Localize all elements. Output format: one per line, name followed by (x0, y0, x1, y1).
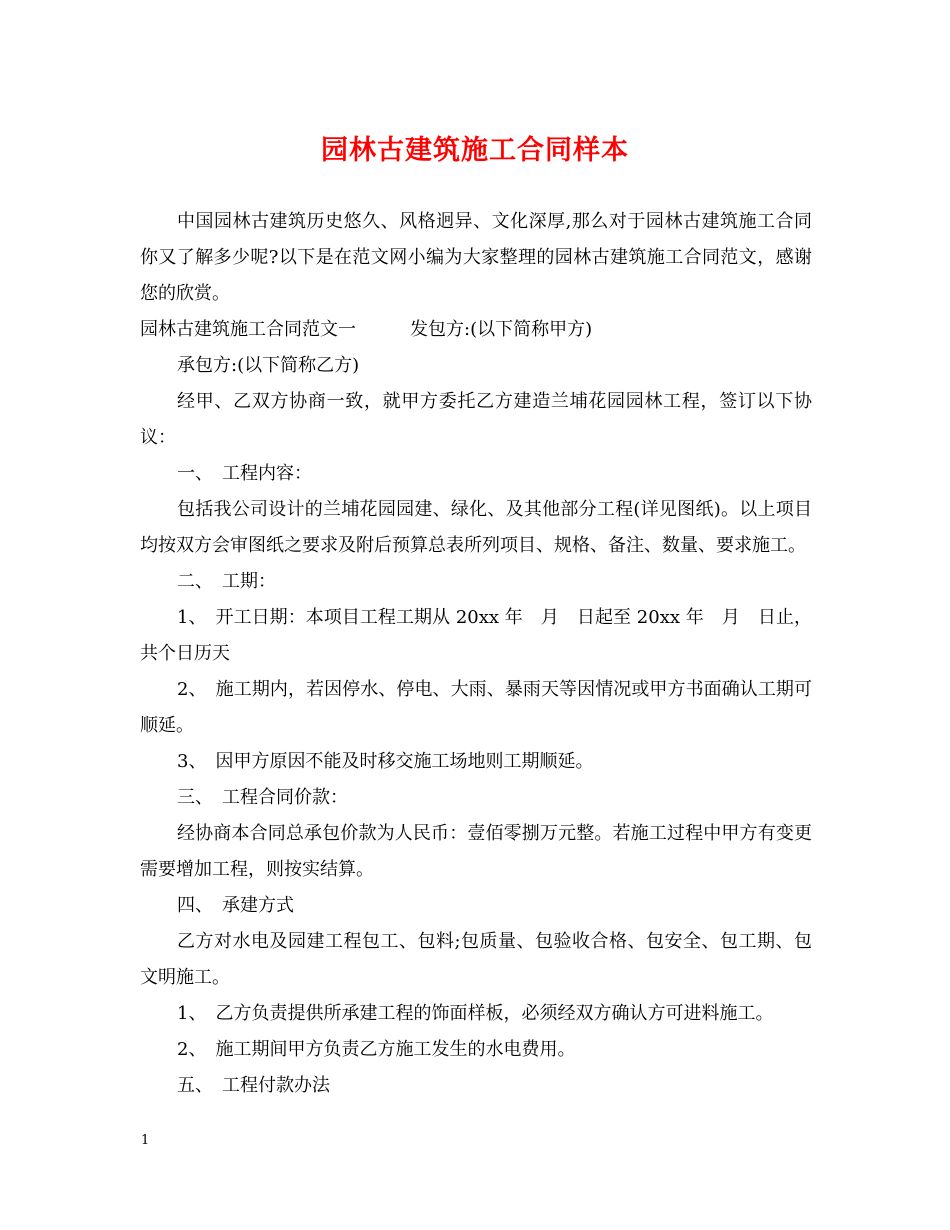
section-heading-5: 五、 工程付款办法 (177, 1075, 330, 1096)
section-2-item-1: 1、 开工日期：本项目工程工期从 20xx 年 月 日起至 20xx 年 月 日止，共个日历天 (140, 607, 812, 664)
document-title: 园林古建筑施工合同样本 (321, 135, 629, 166)
document-body (140, 204, 812, 1104)
intro-paragraph: 中国园林古建筑历史悠久、风格迥异、文化深厚,那么对于园林古建筑施工合同你又了解多少呢?以下是在范文网小编为大家整理的园林古建筑施工合同范文，感谢您的欣赏。 (140, 211, 812, 304)
section-heading-2: 二、 工期： (177, 571, 276, 592)
section-heading-4: 四、 承建方式 (177, 895, 294, 916)
section-3-paragraph: 经协商本合同总承包价款为人民币：壹佰零捌万元整。若施工过程中甲方有变更需要增加工程，则按实结算。 (140, 823, 812, 880)
party-b-line: 承包方:(以下简称乙方) (177, 355, 360, 376)
section-4-item-2: 2、 施工期间甲方负责乙方施工发生的水电费用。 (177, 1039, 576, 1060)
section-2-item-3: 3、 因甲方原因不能及时移交施工场地则工期顺延。 (177, 751, 594, 772)
section-heading-3: 三、 工程合同价款： (177, 787, 348, 808)
party-a-line: 发包方:(以下简称甲方) (410, 319, 593, 340)
sample-heading-line (140, 312, 812, 348)
sample-heading: 园林古建筑施工合同范文一 (140, 319, 356, 340)
section-heading-1: 一、 工程内容： (177, 463, 312, 484)
section-4-paragraph: 乙方对水电及园建工程包工、包料;包质量、包验收合格、包安全、包工期、包文明施工。 (140, 931, 812, 988)
section-2-item-2: 2、 施工期内，若因停水、停电、大雨、暴雨天等因情况或甲方书面确认工期可顺延。 (140, 679, 812, 736)
agreement-paragraph: 经甲、乙双方协商一致，就甲方委托乙方建造兰埔花园园林工程，签订以下协议： (140, 391, 812, 448)
section-4-item-1: 1、 乙方负责提供所承建工程的饰面样板，必须经双方确认方可进料施工。 (177, 1003, 774, 1024)
page-number: 1 (141, 1133, 150, 1148)
section-1-paragraph: 包括我公司设计的兰埔花园园建、绿化、及其他部分工程(详见图纸)。以上项目均按双方会审图纸之要求及附后预算总表所列项目、规格、备注、数量、要求施工。 (140, 499, 812, 556)
